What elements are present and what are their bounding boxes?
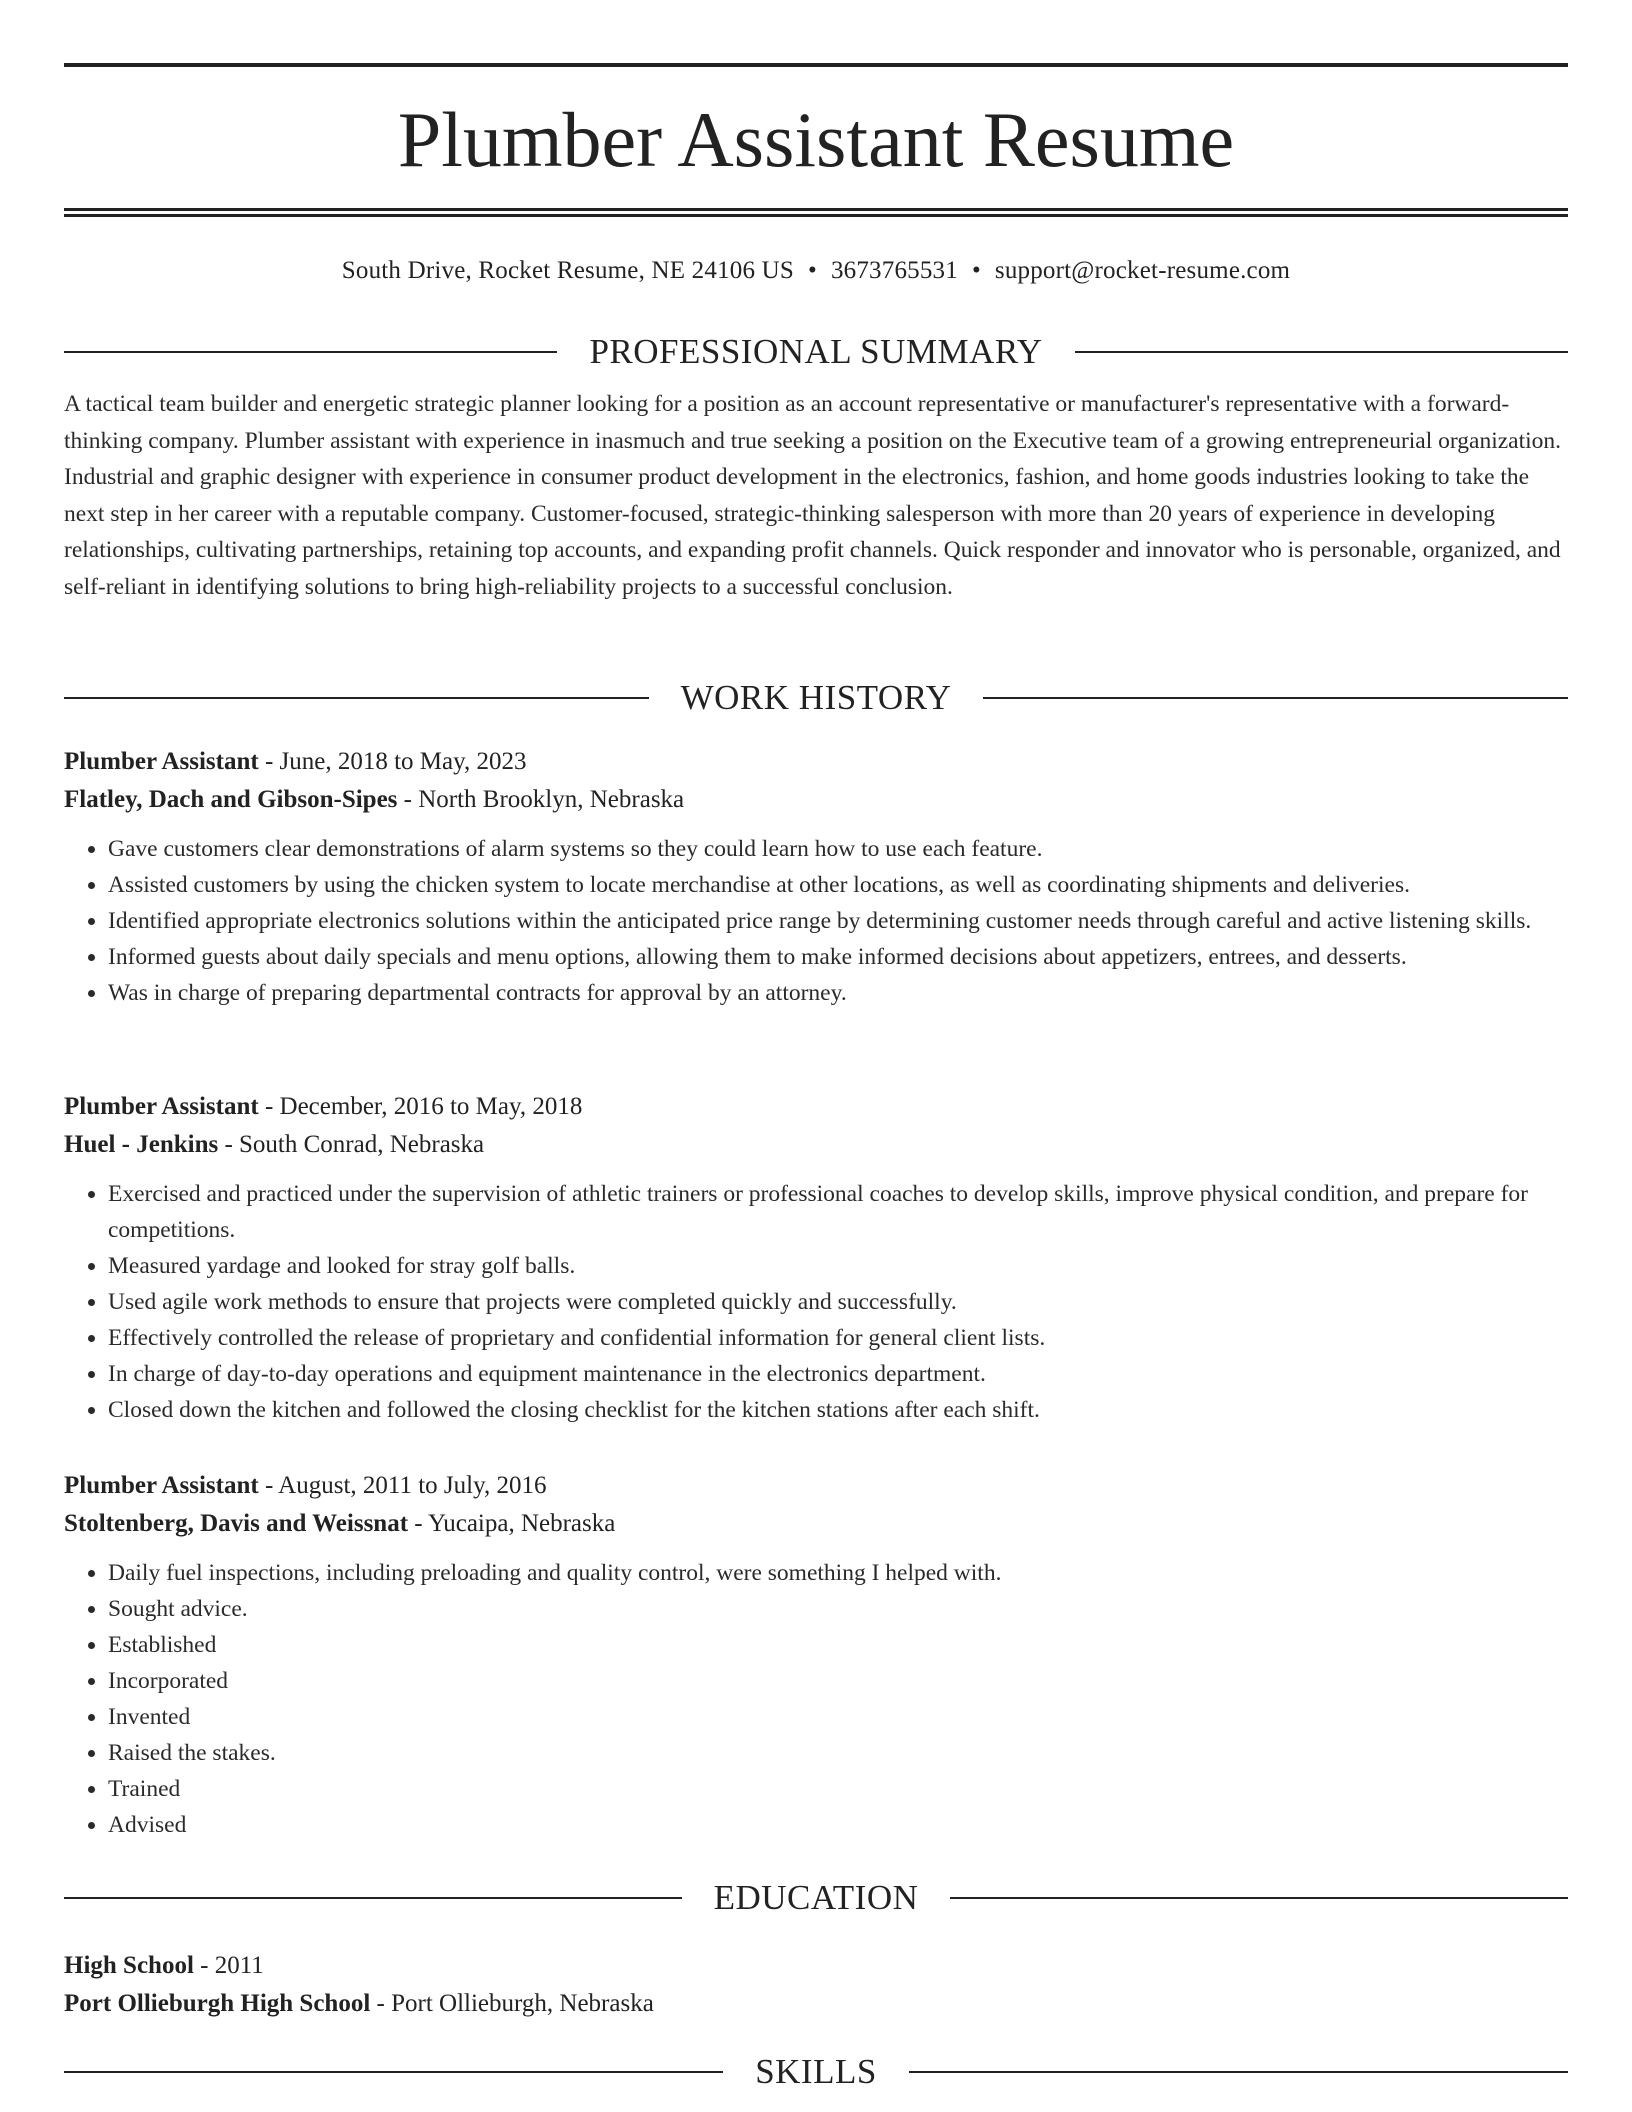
job-company-line: Huel - Jenkins - South Conrad, Nebraska: [64, 1131, 485, 1158]
job-entry: [64, 743, 1568, 1011]
resume-title: Plumber Assistant Resume: [397, 96, 1235, 183]
heading-rule-left: [64, 351, 557, 353]
job-bullet: • Used agile work methods to ensure that projects were completed quickly and successfully.: [108, 1284, 1568, 1320]
job-bullet: • Advised: [108, 1807, 1568, 1843]
job-bullet: • Effectively controlled the release of proprietary and confidential information for general client lists.: [108, 1320, 1568, 1356]
job-bullet: • Invented: [108, 1699, 1568, 1735]
job-dates: June, 2018 to May, 2023: [279, 748, 527, 775]
education-school: Port Ollieburgh High School: [64, 1990, 371, 2017]
job-bullet: • Established: [108, 1627, 1568, 1663]
job-bullets: [64, 831, 1568, 1011]
job-bullet: • Informed guests about daily specials and menu options, allowing them to make informed decisions about appetizers, entrees, and desserts.: [108, 939, 1568, 975]
education-year: 2011: [214, 1952, 264, 1979]
job-bullet: • Daily fuel inspections, including preloading and quality control, were something I helped with.: [108, 1555, 1568, 1591]
summary-heading-label: PROFESSIONAL SUMMARY: [589, 332, 1043, 371]
contact-email: support@rocket-resume.com: [994, 257, 1291, 284]
job-bullets: [64, 1555, 1568, 1843]
job-title: Plumber Assistant: [64, 1472, 259, 1499]
work-heading: [64, 676, 1568, 720]
contact-phone: 3673765531: [830, 257, 958, 284]
job-bullet: • Measured yardage and looked for stray golf balls.: [108, 1248, 1568, 1284]
job-bullet: • Incorporated: [108, 1663, 1568, 1699]
work-section: [64, 676, 1568, 720]
job-title: Plumber Assistant: [64, 748, 259, 775]
heading-rule-left: [64, 1897, 682, 1899]
job-company: Stoltenberg, Davis and Weissnat: [64, 1510, 409, 1537]
job-bullet: • Exercised and practiced under the supervision of athletic trainers or professional coaches to develop skills, improve physical condition, and prepare for competitions.: [108, 1176, 1568, 1248]
job-company-line: Stoltenberg, Davis and Weissnat - Yucaipa, Nebraska: [64, 1510, 616, 1537]
job-title-line: Plumber Assistant - June, 2018 to May, 2023: [64, 748, 527, 775]
job-bullet: • Assisted customers by using the chicken system to locate merchandise at other locations, as well as coordinating shipments and deliveries.: [108, 867, 1568, 903]
job-company: Huel - Jenkins: [64, 1131, 219, 1158]
title-double-rule: [64, 208, 1568, 217]
work-heading-label: WORK HISTORY: [680, 678, 952, 717]
education-heading: [64, 1876, 1568, 1920]
heading-rule-right: [983, 697, 1568, 699]
education-heading-label: EDUCATION: [713, 1878, 919, 1917]
summary-text: A tactical team builder and energetic strategic planner looking for a position as an account representative or manufacturer's representative with a forward-thinking company. Plumber assistant with experience in inasmuch and true seeking a position on the Executive team of a growing entrepreneurial organization. Industrial and graphic designer with experience in consumer product development in the electronics, fashion, and home goods industries looking to take the next step in her career with a reputable company. Customer-focused, strategic-thinking salesperson with more than 20 years of experience in developing relationships, cultivating partnerships, retaining top accounts, and expanding profit channels. Quick responder and innovator who is personable, organized, and self-reliant in identifying solutions to bring high-reliability projects to a successful conclusion.: [64, 391, 1562, 600]
skills-heading: [64, 2050, 1568, 2094]
education-section: [64, 1876, 1568, 1920]
education-entry: [64, 1947, 1568, 2023]
job-bullets: [64, 1176, 1568, 1428]
heading-rule-left: [64, 2071, 723, 2073]
job-dates: August, 2011 to July, 2016: [278, 1472, 547, 1499]
job-location: South Conrad, Nebraska: [239, 1131, 485, 1158]
job-company-line: Flatley, Dach and Gibson-Sipes - North Brooklyn, Nebraska: [64, 786, 685, 813]
education-degree-line: High School - 2011: [64, 1952, 264, 1979]
skills-section: [64, 2050, 1568, 2094]
contact-address: South Drive, Rocket Resume, NE 24106 US: [341, 257, 794, 284]
heading-rule-left: [64, 697, 649, 699]
skills-heading-label: SKILLS: [755, 2052, 877, 2091]
job-location: North Brooklyn, Nebraska: [418, 786, 685, 813]
job-bullet: • Raised the stakes.: [108, 1735, 1568, 1771]
job-entry: [64, 1088, 1568, 1428]
summary-heading: [64, 330, 1568, 374]
education-location: Port Ollieburgh, Nebraska: [391, 1990, 654, 2017]
job-bullet: • Was in charge of preparing departmental contracts for approval by an attorney.: [108, 975, 1568, 1011]
job-bullet: • In charge of day-to-day operations and equipment maintenance in the electronics department.: [108, 1356, 1568, 1392]
job-bullet: • Trained: [108, 1771, 1568, 1807]
contact-separator: •: [971, 257, 981, 284]
job-title: Plumber Assistant: [64, 1093, 259, 1120]
job-dates: December, 2016 to May, 2018: [279, 1093, 583, 1120]
education-school-line: Port Ollieburgh High School - Port Ollieburgh, Nebraska: [64, 1990, 654, 2017]
job-title-line: Plumber Assistant - December, 2016 to May, 2018: [64, 1093, 583, 1120]
education-degree: High School: [64, 1952, 194, 1979]
heading-rule-right: [950, 1897, 1568, 1899]
heading-rule-right: [1075, 351, 1568, 353]
job-location: Yucaipa, Nebraska: [427, 1510, 616, 1537]
job-bullet: • Gave customers clear demonstrations of alarm systems so they could learn how to use each feature.: [108, 831, 1568, 867]
job-bullet: • Identified appropriate electronics solutions within the anticipated price range by determining customer needs through careful and active listening skills.: [108, 903, 1568, 939]
heading-rule-right: [909, 2071, 1568, 2073]
job-company: Flatley, Dach and Gibson-Sipes: [64, 786, 398, 813]
top-rule: [64, 63, 1568, 67]
contact-separator: •: [808, 257, 817, 284]
job-title-line: Plumber Assistant - August, 2011 to July, 2016: [64, 1472, 547, 1499]
summary-section: [64, 330, 1568, 605]
job-bullet: • Closed down the kitchen and followed the closing checklist for the kitchen stations after each shift.: [108, 1392, 1568, 1428]
contact-line: [64, 255, 1568, 287]
job-bullet: • Sought advice.: [108, 1591, 1568, 1627]
job-entry: [64, 1467, 1568, 1843]
